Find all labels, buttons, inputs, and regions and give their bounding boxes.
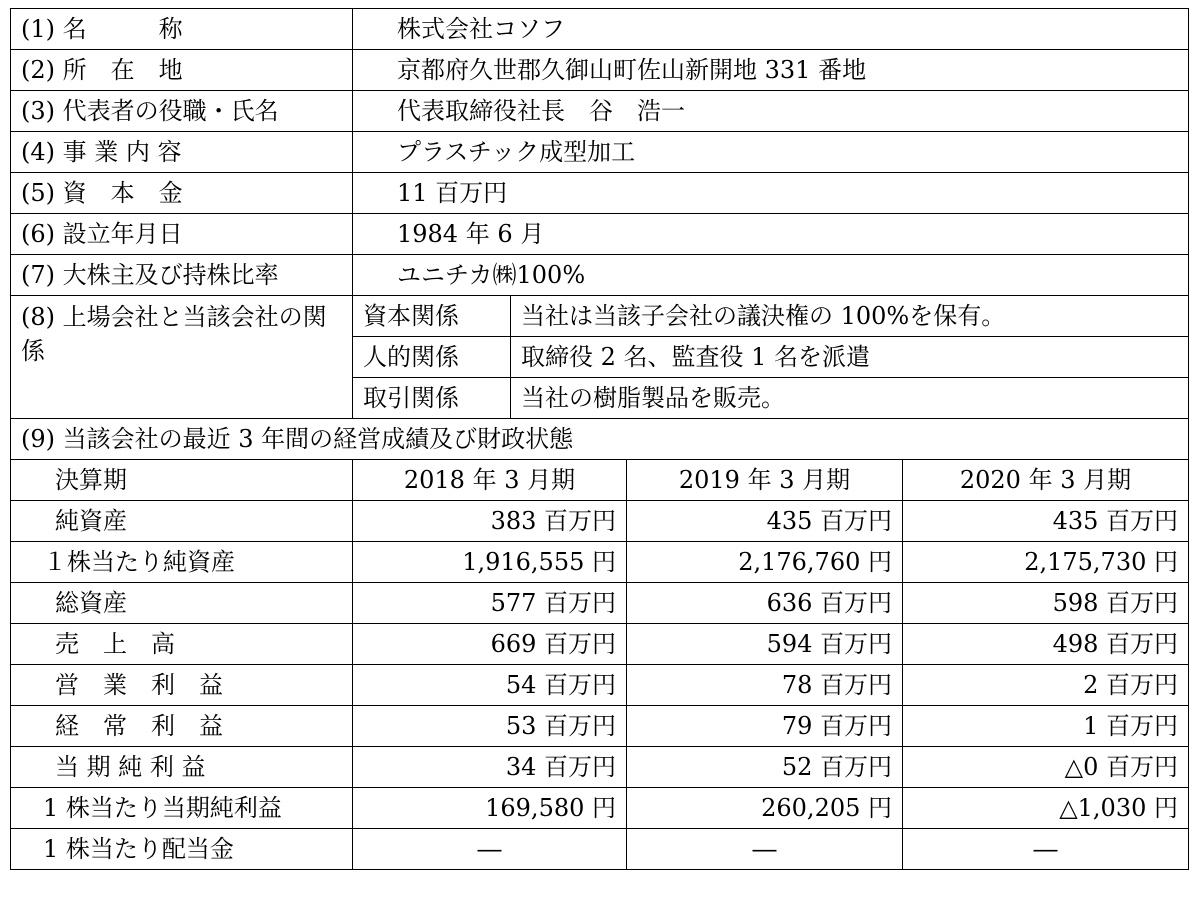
cell-2020: 498 百万円 xyxy=(903,624,1189,665)
row-label: 当 期 純 利 益 xyxy=(11,747,353,788)
cell-2018: 169,580 円 xyxy=(353,788,627,829)
table-row xyxy=(11,788,1189,829)
row-label: 経 常 利 益 xyxy=(11,706,353,747)
header-2018: 2018 年 3 月期 xyxy=(353,460,627,501)
table-row xyxy=(11,829,1189,870)
cell-2018: 669 百万円 xyxy=(353,624,627,665)
cell-2018: 383 百万円 xyxy=(353,501,627,542)
relation-text-personnel: 取締役 2 名、監査役 1 名を派遣 xyxy=(511,337,1189,378)
value-capital: 11 百万円 xyxy=(353,173,1189,214)
cell-2019: 594 百万円 xyxy=(627,624,903,665)
table-row xyxy=(11,665,1189,706)
relation-type-business: 取引関係 xyxy=(353,378,511,419)
document xyxy=(10,8,1189,870)
cell-2018: 1,916,555 円 xyxy=(353,542,627,583)
row-financials-title xyxy=(11,419,1189,460)
row-label: 営 業 利 益 xyxy=(11,665,353,706)
row-label: 総資産 xyxy=(11,583,353,624)
cell-2020: △0 百万円 xyxy=(903,747,1189,788)
label-relation: (8) 上場会社と当該会社の関係 xyxy=(11,296,353,419)
label-capital: (5) 資 本 金 xyxy=(11,173,353,214)
cell-2018: 53 百万円 xyxy=(353,706,627,747)
row-label: 純資産 xyxy=(11,501,353,542)
header-2019: 2019 年 3 月期 xyxy=(627,460,903,501)
row-address xyxy=(11,50,1189,91)
cell-2019: ― xyxy=(627,829,903,870)
table-row xyxy=(11,624,1189,665)
cell-2020: 598 百万円 xyxy=(903,583,1189,624)
financials-header-row xyxy=(11,460,1189,501)
cell-2018: 54 百万円 xyxy=(353,665,627,706)
table-row xyxy=(11,542,1189,583)
table-row xyxy=(11,706,1189,747)
cell-2019: 52 百万円 xyxy=(627,747,903,788)
cell-2019: 435 百万円 xyxy=(627,501,903,542)
cell-2019: 78 百万円 xyxy=(627,665,903,706)
label-name: (1) 名 称 xyxy=(11,9,353,50)
relation-text-capital: 当社は当該子会社の議決権の 100%を保有。 xyxy=(511,296,1189,337)
value-established: 1984 年 6 月 xyxy=(353,214,1189,255)
row-capital xyxy=(11,173,1189,214)
relation-type-personnel: 人的関係 xyxy=(353,337,511,378)
table-row xyxy=(11,747,1189,788)
table-row xyxy=(11,583,1189,624)
cell-2018: 577 百万円 xyxy=(353,583,627,624)
label-established: (6) 設立年月日 xyxy=(11,214,353,255)
value-name: 株式会社コソフ xyxy=(353,9,1189,50)
row-shareholders xyxy=(11,255,1189,296)
row-business xyxy=(11,132,1189,173)
cell-2020: 1 百万円 xyxy=(903,706,1189,747)
value-business: プラスチック成型加工 xyxy=(353,132,1189,173)
header-period: 決算期 xyxy=(11,460,353,501)
table-row xyxy=(11,501,1189,542)
row-label: 1 株当たり配当金 xyxy=(11,829,353,870)
cell-2020: △1,030 円 xyxy=(903,788,1189,829)
value-address: 京都府久世郡久御山町佐山新開地 331 番地 xyxy=(353,50,1189,91)
label-address: (2) 所 在 地 xyxy=(11,50,353,91)
cell-2020: ― xyxy=(903,829,1189,870)
cell-2019: 79 百万円 xyxy=(627,706,903,747)
row-representative xyxy=(11,91,1189,132)
value-shareholders: ユニチカ㈱100% xyxy=(353,255,1189,296)
label-representative: (3) 代表者の役職・氏名 xyxy=(11,91,353,132)
row-relation-capital xyxy=(11,296,1189,337)
cell-2018: 34 百万円 xyxy=(353,747,627,788)
cell-2019: 2,176,760 円 xyxy=(627,542,903,583)
cell-2019: 260,205 円 xyxy=(627,788,903,829)
cell-2019: 636 百万円 xyxy=(627,583,903,624)
header-2020: 2020 年 3 月期 xyxy=(903,460,1189,501)
row-label: 売 上 高 xyxy=(11,624,353,665)
relation-type-capital: 資本関係 xyxy=(353,296,511,337)
cell-2020: 435 百万円 xyxy=(903,501,1189,542)
row-label: １株当たり純資産 xyxy=(11,542,353,583)
row-name xyxy=(11,9,1189,50)
label-shareholders: (7) 大株主及び持株比率 xyxy=(11,255,353,296)
financials-title: (9) 当該会社の最近 3 年間の経営成績及び財政状態 xyxy=(11,419,1189,460)
cell-2020: 2,175,730 円 xyxy=(903,542,1189,583)
row-label: 1 株当たり当期純利益 xyxy=(11,788,353,829)
label-business: (4) 事 業 内 容 xyxy=(11,132,353,173)
cell-2018: ― xyxy=(353,829,627,870)
row-established xyxy=(11,214,1189,255)
relation-text-business: 当社の樹脂製品を販売。 xyxy=(511,378,1189,419)
cell-2020: 2 百万円 xyxy=(903,665,1189,706)
value-representative: 代表取締役社長 谷 浩一 xyxy=(353,91,1189,132)
company-overview-table xyxy=(10,8,1189,870)
